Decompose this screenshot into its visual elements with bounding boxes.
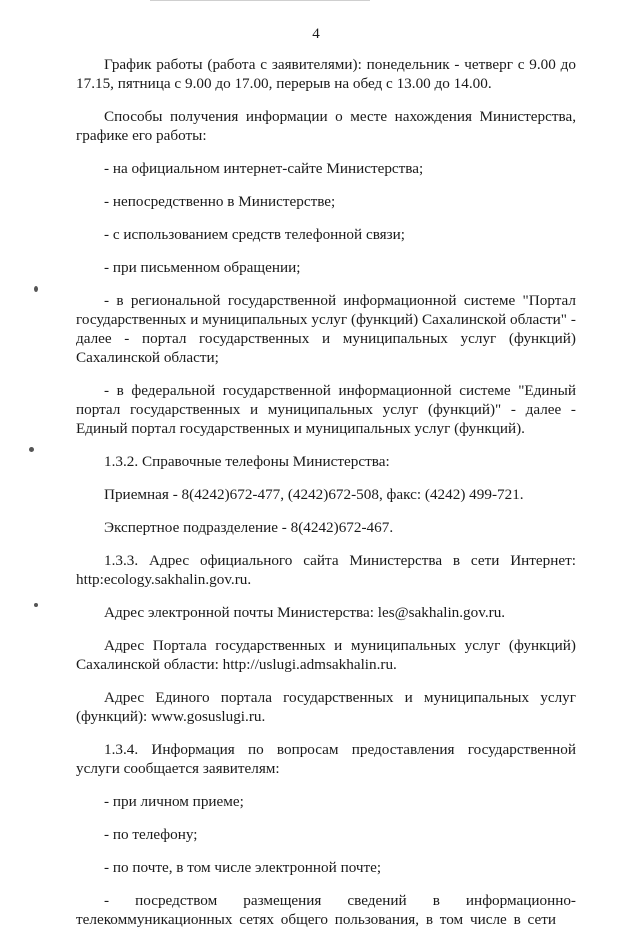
paragraph-work-schedule: График работы (работа с заявителями): понедельник - четверг с 9.00 до 17.15, пятница с 9.00 до 17.00, перерыв на обед с 13.00 до 14.00. bbox=[76, 56, 576, 92]
list-item-telephone: - с использованием средств телефонной связи; bbox=[104, 226, 405, 243]
list-item-in-ministry: - непосредственно в Министерстве; bbox=[104, 193, 336, 210]
section-1-3-4-info: 1.3.4. Информация по вопросам предоставления государственной услуги сообщается заявителям: bbox=[76, 741, 576, 777]
scan-speck bbox=[29, 447, 34, 452]
expert-phone: Экспертное подразделение - 8(4242)672-467. bbox=[104, 519, 394, 536]
document-body bbox=[76, 55, 576, 929]
scan-speck bbox=[34, 603, 38, 607]
list-item-phone: - по телефону; bbox=[104, 826, 198, 843]
section-1-3-2-heading: 1.3.2. Справочные телефоны Министерства: bbox=[104, 453, 390, 470]
page-number: 4 bbox=[312, 26, 320, 42]
top-rule bbox=[150, 0, 370, 1]
section-1-3-3-website: 1.3.3. Адрес официального сайта Министерства в сети Интернет: http:ecology.sakhalin.gov.ru. bbox=[76, 552, 576, 588]
list-item-personal: - при личном приеме; bbox=[104, 793, 244, 810]
list-item-regional-portal: - в региональной государственной информационной системе "Портал государственных и муниципальных услуг (функций) Сахалинской области" - далее - портал государственных и муниципальных услуг (функций) Сахалинской области; bbox=[76, 292, 576, 366]
email-address: Адрес электронной почты Министерства: les@sakhalin.gov.ru. bbox=[104, 604, 506, 621]
list-item-networks: - посредством размещения сведений в информационно-телекоммуникационных сетях общего пользования, в том числе в сети bbox=[76, 892, 576, 928]
regional-portal-address: Адрес Портала государственных и муниципальных услуг (функций) Сахалинской области: http://uslugi.admsakhalin.ru. bbox=[76, 637, 576, 673]
scan-speck bbox=[34, 286, 38, 292]
list-item-mail: - по почте, в том числе электронной почте; bbox=[104, 859, 382, 876]
paragraph-info-methods: Способы получения информации о месте нахождения Министерства, графике его работы: bbox=[76, 108, 576, 144]
list-item-federal-portal: - в федеральной государственной информационной системе "Единый портал государственных и муниципальных услуг (функций)" - далее - Единый портал государственных и муниципальных услуг (функций). bbox=[76, 382, 576, 437]
reception-phones: Приемная - 8(4242)672-477, (4242)672-508, факс: (4242) 499-721. bbox=[104, 486, 524, 503]
list-item-written: - при письменном обращении; bbox=[104, 259, 301, 276]
federal-portal-address: Адрес Единого портала государственных и муниципальных услуг (функций): www.gosuslugi.ru. bbox=[76, 689, 576, 725]
list-item-official-site: - на официальном интернет-сайте Министерства; bbox=[104, 160, 424, 177]
